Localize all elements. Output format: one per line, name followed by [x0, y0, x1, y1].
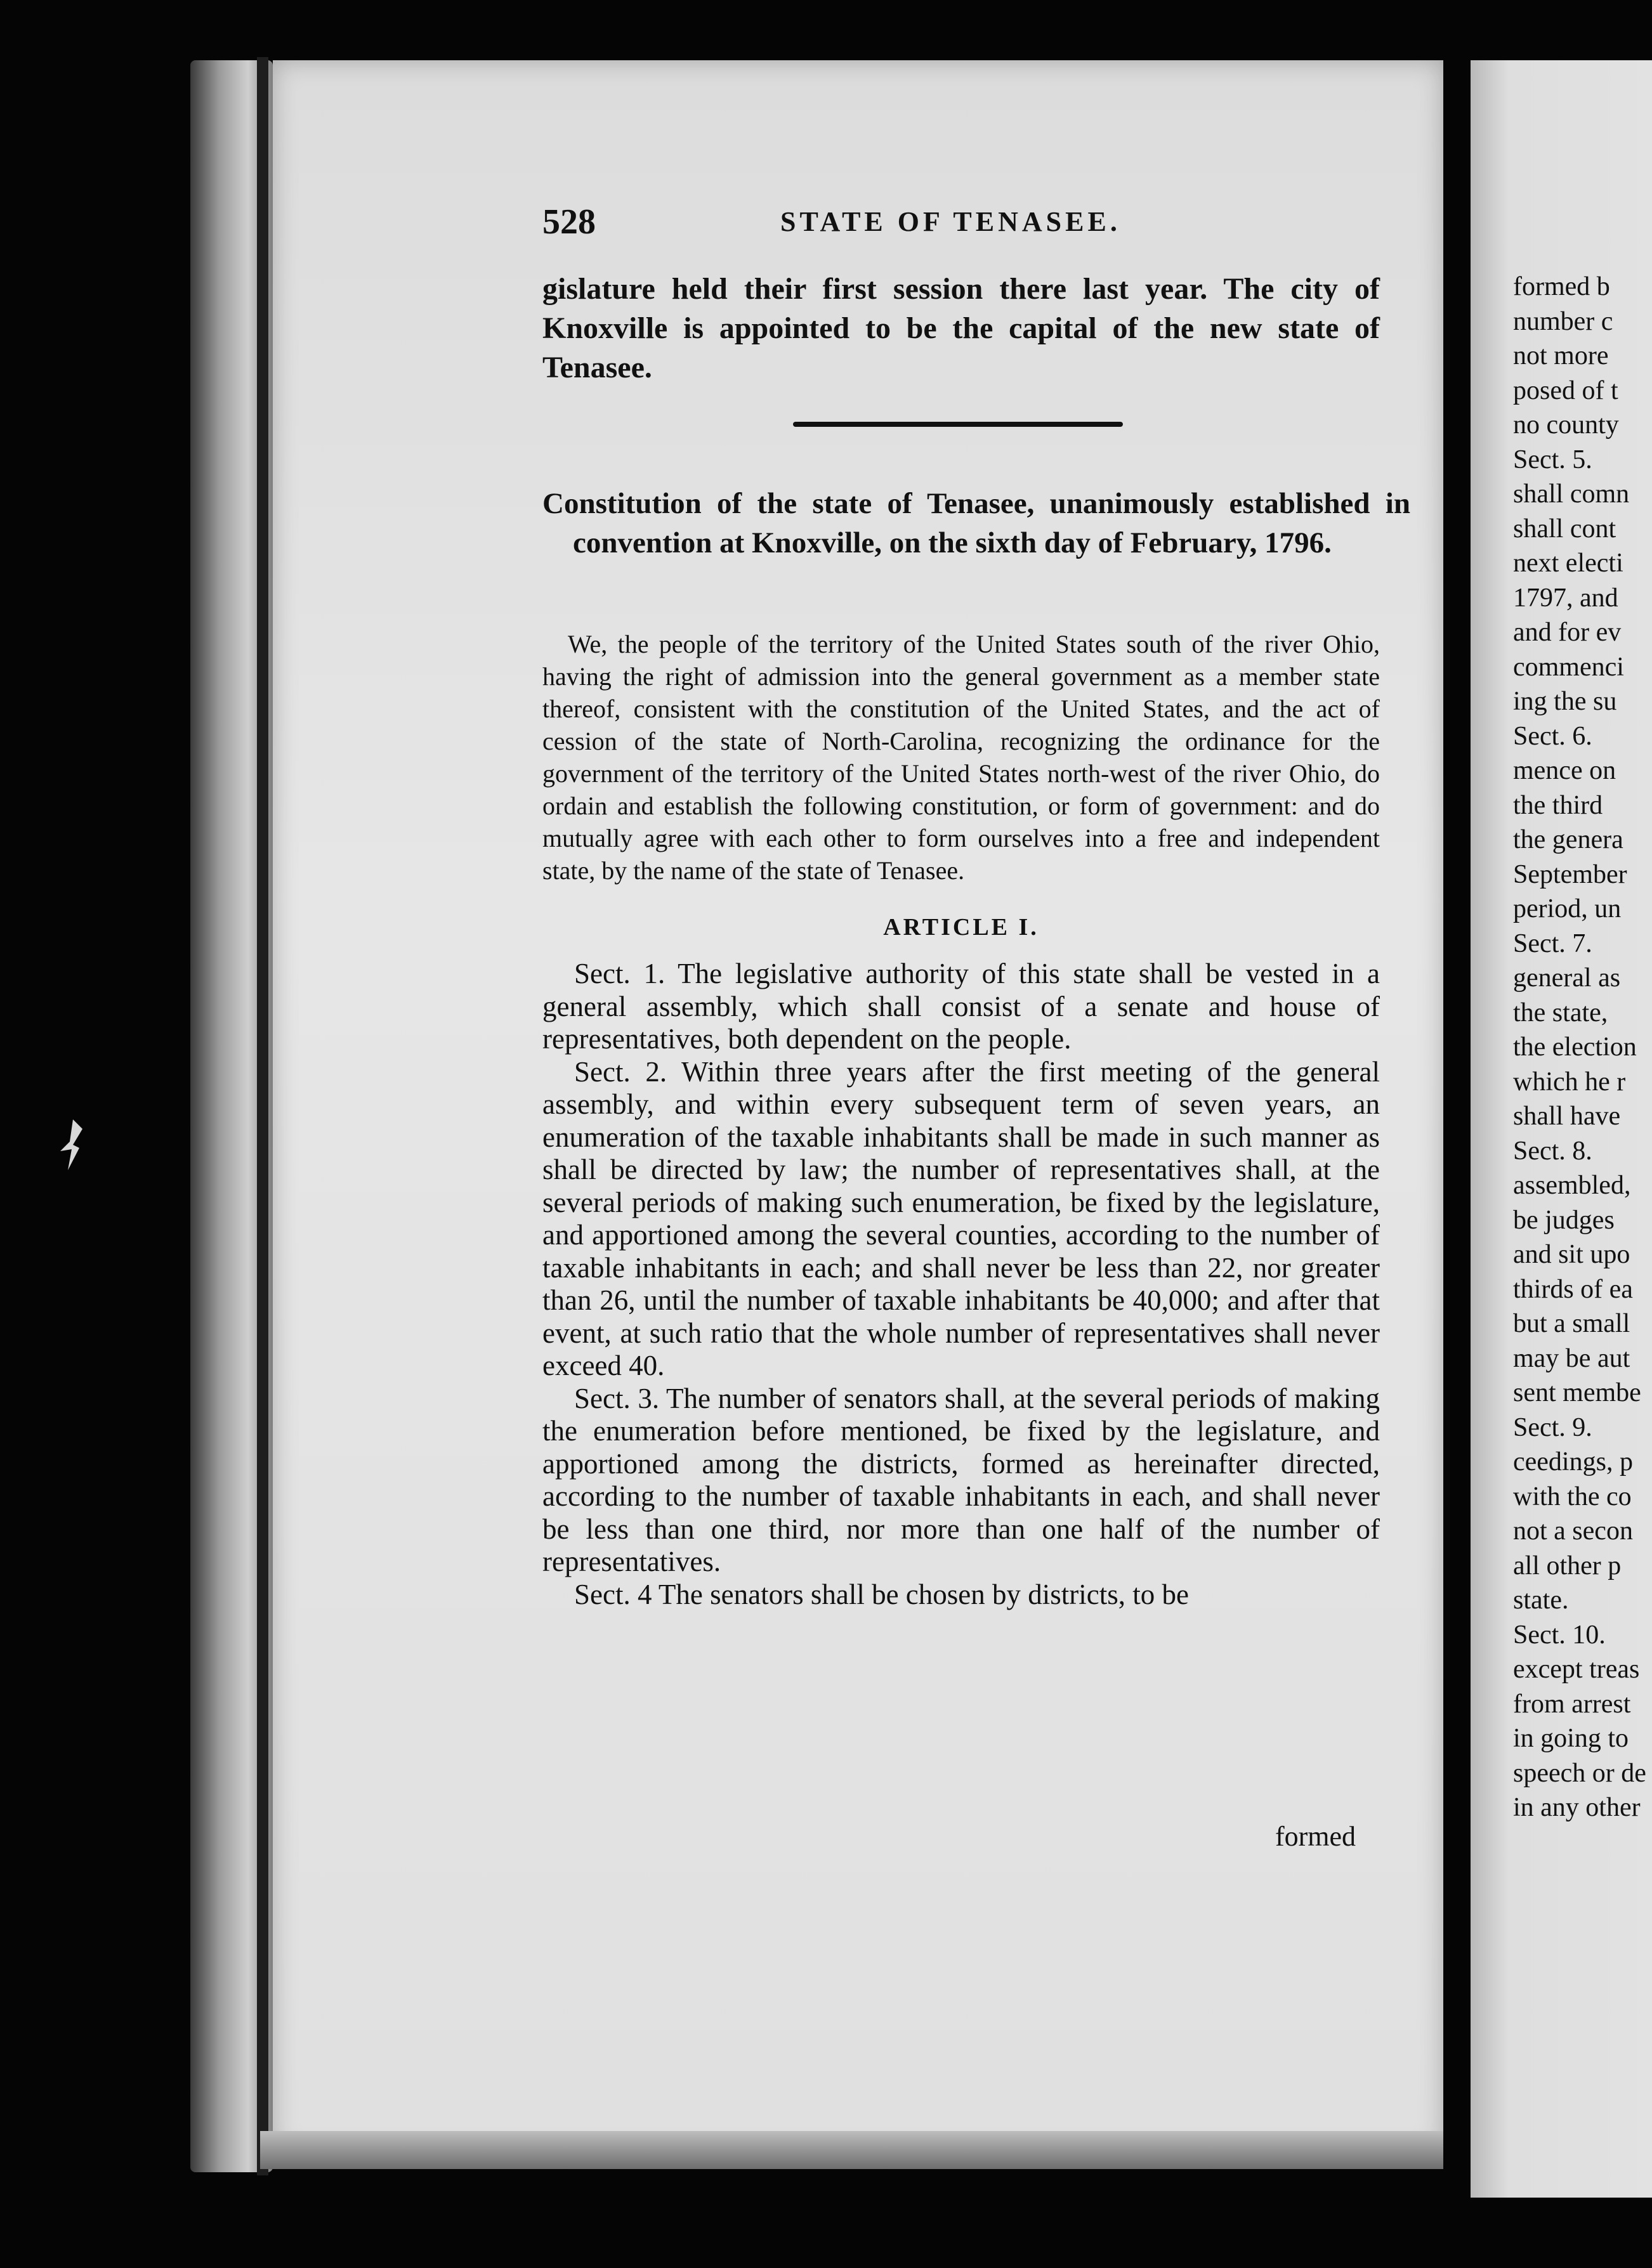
facing-page-line: shall have: [1513, 1102, 1621, 1131]
section-divider-rule: [793, 422, 1123, 427]
gutter-gap: [1443, 51, 1471, 2220]
facing-page-line: in any other: [1513, 1793, 1641, 1822]
facing-page-line: Sect. 6.: [1513, 721, 1592, 751]
facing-page-line: thirds of ea: [1513, 1274, 1633, 1304]
facing-page-line: all other p: [1513, 1551, 1622, 1580]
article-sections: [542, 958, 1380, 1611]
facing-page-line: and sit upo: [1513, 1240, 1630, 1269]
facing-page-line: with the co: [1513, 1482, 1632, 1511]
catchword: formed: [1275, 1821, 1356, 1852]
section-paragraph: Sect. 2. Within three years after the first meeting of the general assembly, and within every subsequent term of seven years, an enumeration of the taxable inhabitants shall be made in such manner as shall be directed by law; the number of representatives shall, at the several periods of making such enumeration, be fixed by the legislature, and apportioned among the several counties, according to the number of taxable inhabitants in each; and shall never be less than 22, nor greater than 26, until the number of taxable inhabitants be 40,000; and after that event, at such ratio that the whole number of representatives shall never exceed 40.: [542, 1055, 1380, 1381]
facing-page-line: shall comn: [1513, 479, 1630, 509]
facing-page-text: [1513, 270, 1652, 1825]
facing-page-line: posed of t: [1513, 375, 1618, 405]
facing-page-line: Sect. 10.: [1513, 1620, 1606, 1650]
facing-page-line: Sect. 7.: [1513, 929, 1592, 958]
running-header: [542, 202, 1373, 246]
facing-page-line: commenci: [1513, 652, 1624, 682]
constitution-title: [542, 484, 1410, 563]
facing-page-line: state.: [1513, 1586, 1569, 1615]
section-paragraph: Sect. 1. The legislative authority of this state shall be vested in a general assembly, which shall consist of a senate and house of representatives, both dependent on the people.: [542, 958, 1380, 1055]
page-bottom-edge: [260, 2131, 1459, 2169]
section-paragraph: Sect. 4 The senators shall be chosen by districts, to be: [574, 1578, 1189, 1610]
facing-page-line: except treas: [1513, 1655, 1640, 1684]
facing-page-line: September: [1513, 859, 1627, 889]
facing-page-line: but a small: [1513, 1309, 1630, 1338]
facing-page-line: and for ev: [1513, 618, 1622, 647]
facing-page-line: be judges: [1513, 1205, 1615, 1235]
title-text: Constitution of the state of Tenasee, unanimously established in convention at Knoxville, on the sixth day of February, 1796.: [542, 487, 1410, 559]
facing-page-line: 1797, and: [1513, 583, 1618, 613]
facing-page-line: number c: [1513, 306, 1613, 336]
facing-page-line: shall cont: [1513, 514, 1616, 544]
facing-page-line: general as: [1513, 963, 1621, 993]
facing-page-line: the genera: [1513, 825, 1623, 854]
facing-page-line: in going to: [1513, 1724, 1629, 1753]
preamble-text: We, the people of the territory of the United States south of the river Ohio, having the right of admission into the general government as a member state thereof, consistent with the constitution of the United States, and the act of cession of the state of North-Carolina, recognizing the ordinance for the government of the territory of the United States north-west of the river Ohio, do ordain and establish the following constitution, or form of government: and do mutually agree with each other to form ourselves into a free and independent state, by the name of the state of Tenasee.: [542, 630, 1380, 885]
page-number: 528: [542, 202, 596, 242]
intro-paragraph: [542, 270, 1380, 388]
facing-page-line: which he r: [1513, 1067, 1626, 1097]
facing-page-line: Sect. 8.: [1513, 1136, 1592, 1166]
facing-page-line: sent membe: [1513, 1378, 1641, 1407]
intro-text: gislature held their first session there last year. The city of Knoxville is appointed to be the capital of the new state of Tenasee.: [542, 272, 1380, 384]
facing-page-line: next electi: [1513, 549, 1623, 578]
facing-page-line: formed b: [1513, 272, 1610, 301]
preamble: [542, 628, 1380, 887]
facing-page-line: Sect. 5.: [1513, 445, 1592, 474]
facing-page-line: speech or de: [1513, 1758, 1646, 1788]
facing-page-line: period, un: [1513, 894, 1622, 923]
section-paragraph: Sect. 3. The number of senators shall, at the several periods of making the enumeration before mentioned, be fixed by the legislature, and apportioned among the districts, formed as hereinafter directed, according to the number of taxable inhabitants in each, and shall never be less than one third, nor more than one half of the number of representatives.: [542, 1382, 1380, 1577]
spine-shadow: [257, 57, 268, 2175]
facing-page-line: the state,: [1513, 998, 1608, 1027]
facing-page-line: the third: [1513, 790, 1603, 820]
facing-page-line: the election: [1513, 1033, 1637, 1062]
facing-page-line: from arrest: [1513, 1689, 1631, 1719]
facing-page-line: not more: [1513, 341, 1609, 370]
margin-mark-icon: [54, 1116, 92, 1173]
facing-page-line: no county: [1513, 410, 1619, 440]
facing-page-line: assembled,: [1513, 1171, 1631, 1200]
facing-page-line: mence on: [1513, 756, 1616, 785]
facing-page-line: not a secon: [1513, 1516, 1633, 1546]
facing-page-line: may be aut: [1513, 1343, 1630, 1373]
facing-page-line: ceedings, p: [1513, 1447, 1633, 1476]
facing-page-line: Sect. 9.: [1513, 1412, 1592, 1442]
running-head: STATE OF TENASEE.: [780, 206, 1121, 237]
article-heading: ARTICLE I.: [883, 914, 1039, 941]
facing-page-line: ing the su: [1513, 687, 1617, 716]
